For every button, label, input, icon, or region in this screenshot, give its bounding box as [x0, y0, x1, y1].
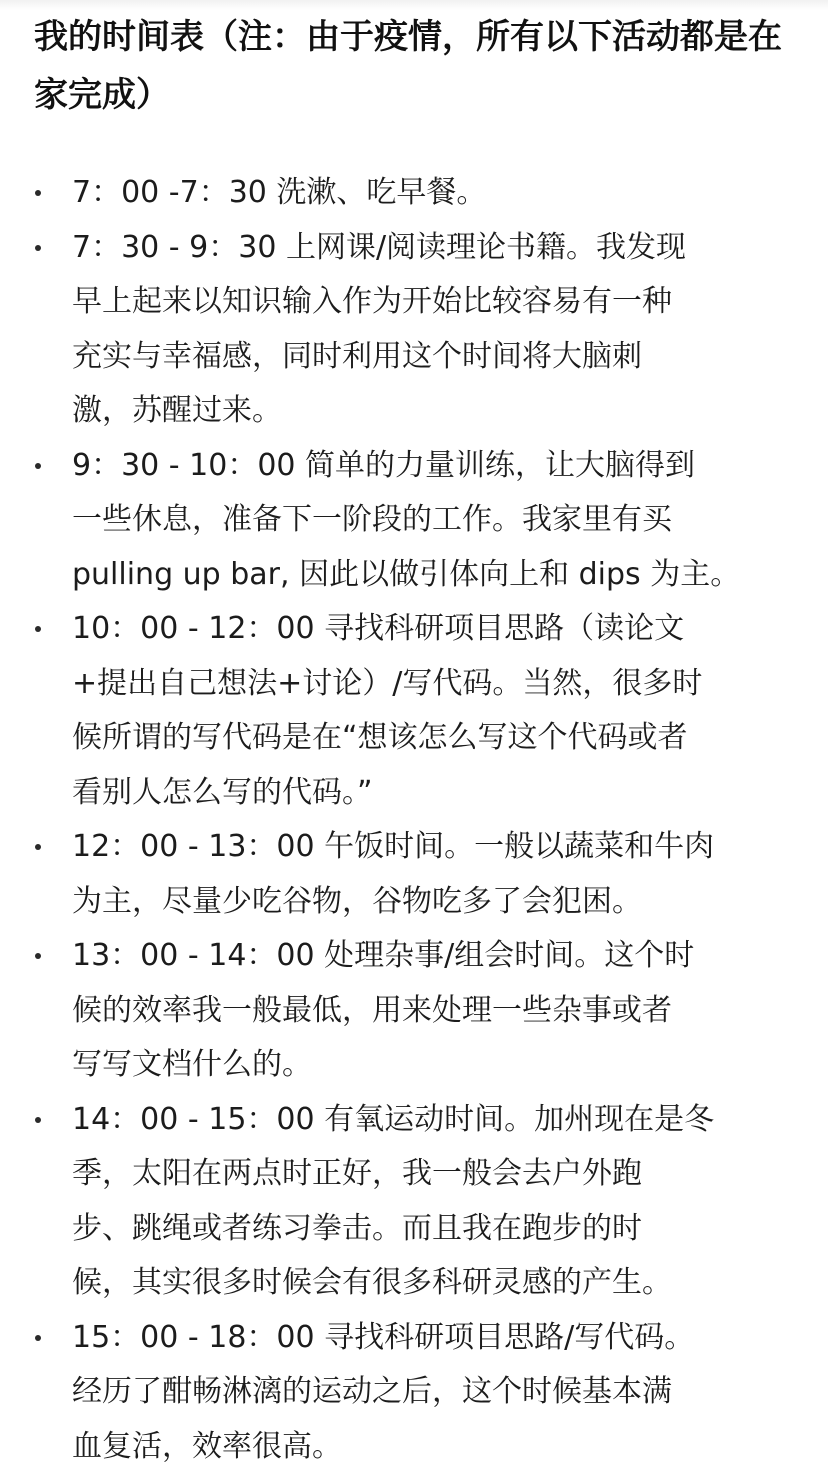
bullet-icon [35, 953, 41, 959]
schedule-item-0700 [0, 166, 828, 221]
schedule-line: pulling up bar, 因此以做引体向上和 dips 为主。 [72, 548, 796, 603]
schedule-line: 经历了酣畅淋漓的运动之后，这个时候基本满 [72, 1365, 796, 1420]
schedule-line: 充实与幸福感，同时利用这个时间将大脑刺 [72, 330, 796, 385]
schedule-item-1300 [0, 929, 828, 1093]
page-title: 我的时间表（注：由于疫情，所有以下活动都是在家完成） [34, 8, 794, 124]
schedule-item-1200 [0, 820, 828, 929]
schedule-list [0, 166, 828, 1474]
schedule-line: 候的效率我一般最低，用来处理一些杂事或者 [72, 984, 796, 1039]
bullet-icon [35, 626, 41, 632]
schedule-line: 14：00 - 15：00 有氧运动时间。加州现在是冬 [72, 1093, 796, 1148]
schedule-line: 一些休息，准备下一阶段的工作。我家里有买 [72, 493, 796, 548]
bullet-icon [35, 844, 41, 850]
schedule-line: 季，太阳在两点时正好，我一般会去户外跑 [72, 1147, 796, 1202]
schedule-line: 候，其实很多时候会有很多科研灵感的产生。 [72, 1256, 796, 1311]
schedule-line: 步、跳绳或者练习拳击。而且我在跑步的时 [72, 1202, 796, 1257]
bullet-icon [35, 463, 41, 469]
schedule-line: 看别人怎么写的代码。” [72, 766, 796, 821]
schedule-line: 写写文档什么的。 [72, 1038, 796, 1093]
schedule-line: 早上起来以知识输入作为开始比较容易有一种 [72, 275, 796, 330]
bullet-icon [35, 190, 41, 196]
schedule-item-1400 [0, 1093, 828, 1311]
schedule-line: 候所谓的写代码是在“想该怎么写这个代码或者 [72, 711, 796, 766]
schedule-line: 13：00 - 14：00 处理杂事/组会时间。这个时 [72, 929, 796, 984]
schedule-line: 激，苏醒过来。 [72, 384, 796, 439]
schedule-line: 血复活，效率很高。 [72, 1420, 796, 1474]
schedule-item-0730 [0, 221, 828, 439]
bullet-icon [35, 245, 41, 251]
schedule-line: 为主，尽量少吃谷物，谷物吃多了会犯困。 [72, 875, 796, 930]
schedule-line: 9：30 - 10：00 简单的力量训练，让大脑得到 [72, 439, 796, 494]
schedule-line: 7：00 -7：30 洗漱、吃早餐。 [72, 166, 796, 221]
schedule-item-0930 [0, 439, 828, 603]
schedule-line: 7：30 - 9：30 上网课/阅读理论书籍。我发现 [72, 221, 796, 276]
bullet-icon [35, 1335, 41, 1341]
schedule-line: 15：00 - 18：00 寻找科研项目思路/写代码。 [72, 1311, 796, 1366]
schedule-line: 10：00 - 12：00 寻找科研项目思路（读论文 [72, 602, 796, 657]
schedule-item-1000 [0, 602, 828, 820]
schedule-line: 12：00 - 13：00 午饭时间。一般以蔬菜和牛肉 [72, 820, 796, 875]
bullet-icon [35, 1117, 41, 1123]
schedule-line: +提出自己想法+讨论）/写代码。当然，很多时 [72, 657, 796, 712]
schedule-item-1500 [0, 1311, 828, 1474]
